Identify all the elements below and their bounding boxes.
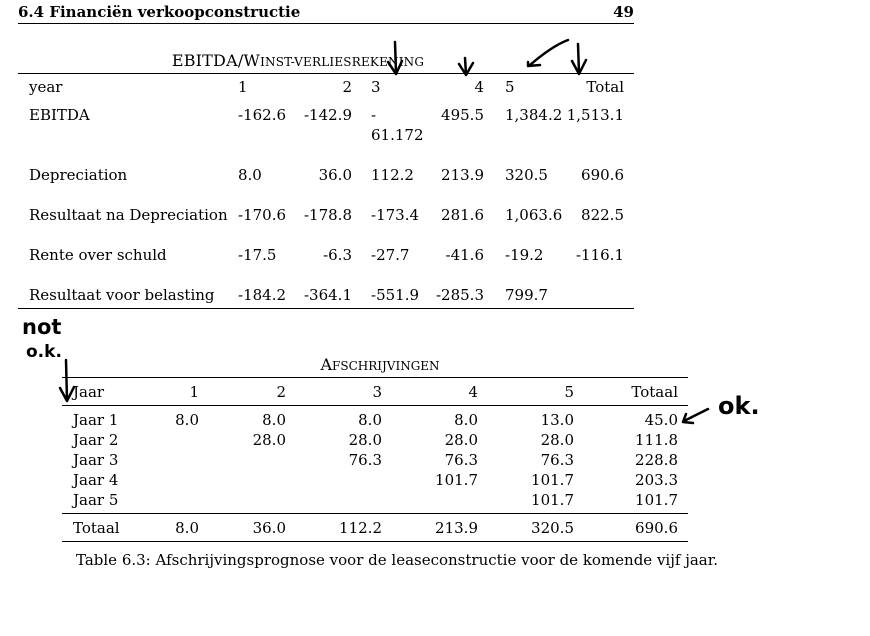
table2-header-3: 3 [372,383,382,401]
table1-cell: 1,513.1 [566,106,624,124]
table1-cell: 799.7 [505,286,548,304]
arrow-to-total-ok [683,409,708,423]
table2-cell: 76.3 [540,451,574,469]
table1-cell: -41.6 [445,246,484,264]
table2-header-6: Totaal [631,383,678,401]
table1-cell: -178.8 [303,206,352,224]
table2-cell: 111.8 [635,431,678,449]
table1-cell: 320.5 [505,166,548,184]
table1-cell: -19.2 [505,246,544,264]
table2-cell: 45.0 [644,411,678,429]
table2-cell: 28.0 [252,431,286,449]
table1-cell: -173.4 [371,206,420,224]
table2-row-label: Jaar 4 [73,471,119,489]
table1-cell: 495.5 [441,106,484,124]
table1-cell: 112.2 [371,166,414,184]
table1-cell: -364.1 [303,286,352,304]
table1-cell-wrap: 61.172 [371,126,424,144]
table2-row-label: Jaar 1 [73,411,119,429]
table2-total-label: Totaal [73,519,120,537]
table2-cell: 203.3 [635,471,678,489]
table2-cell: 101.7 [531,471,574,489]
table2-header-5: 5 [564,383,574,401]
arrow-down-total [572,44,586,74]
table2-row-label: Jaar 3 [73,451,119,469]
table2-cell: 8.0 [262,411,286,429]
table1-cell: -285.3 [435,286,484,304]
table1-cell: -551.9 [371,286,420,304]
arrow-diagonal-col5 [528,40,568,66]
table2-cell: 8.0 [175,411,199,429]
table2-cell: 8.0 [454,411,478,429]
table2-header-1: 1 [189,383,199,401]
table1-row-label: Depreciation [29,166,128,184]
table-caption: Table 6.3: Afschrijvingsprognose voor de leaseconstructie voor de komende vijf jaar. [76,551,719,569]
table1-header-1: 1 [238,78,248,96]
table1-header-6: Total [586,78,624,96]
table1-cell: 8.0 [238,166,262,184]
table1-cell: -116.1 [575,246,624,264]
table1-header-2: 2 [342,78,352,96]
table1-row-label: Resultaat voor belasting [29,286,215,304]
table1-header-4: 4 [474,78,484,96]
table2-cell: 28.0 [348,431,382,449]
table1-cell: -170.6 [238,206,287,224]
table1-title-first: EBITDA/W [171,51,261,70]
table1-cell: 213.9 [441,166,484,184]
ink-strokes [60,40,708,423]
page-number: 49 [613,3,634,21]
table2-total-cell: 320.5 [531,519,574,537]
table1-title-smallcaps: INST-VERLIESREKENING [260,55,425,69]
table2-cell: 28.0 [540,431,574,449]
note-ok-right: ok. [718,392,760,420]
table1-cell: -162.6 [238,106,287,124]
note-ok-left: o.k. [26,342,62,362]
arrow-down-col4 [459,58,473,75]
table1-row-label: EBITDA [29,106,90,124]
table1-cell: - [371,106,377,124]
table2-cell: 76.3 [348,451,382,469]
table1-cell: 36.0 [318,166,352,184]
table2-cell: 228.8 [635,451,678,469]
arrow-down-jaar [60,360,74,401]
table1-cell: 281.6 [441,206,484,224]
table2-cell: 8.0 [358,411,382,429]
table2-cell: 28.0 [444,431,478,449]
note-not: not [22,315,62,339]
table2-total-cell: 690.6 [635,519,678,537]
table2-row-label: Jaar 5 [73,491,119,509]
table1-row-label: Resultaat na Depreciation [29,206,228,224]
table2-total-cell: 8.0 [175,519,199,537]
table2-cell: 13.0 [540,411,574,429]
table2-header-0: Jaar [73,383,105,401]
table1-row-label: Rente over schuld [29,246,167,264]
table2-cell: 76.3 [444,451,478,469]
arrow-down-col3 [388,42,402,74]
table1-cell: -17.5 [238,246,277,264]
table1-header-0: year [29,78,63,96]
table2-total-cell: 36.0 [252,519,286,537]
table1-cell: -6.3 [323,246,352,264]
table2-cell: 101.7 [635,491,678,509]
table1-cell: 822.5 [581,206,624,224]
table2-title-smallcaps: FSCHRIJVINGEN [332,359,440,373]
table1-cell: -142.9 [303,106,352,124]
table1-cell: 1,063.6 [505,206,563,224]
table2-cell: 101.7 [435,471,478,489]
table2-cell: 101.7 [531,491,574,509]
section-title: 6.4 Financiën verkoopconstructie [18,3,301,21]
table2-header-2: 2 [276,383,286,401]
table1-cell: -27.7 [371,246,410,264]
table2-total-cell: 213.9 [435,519,478,537]
table1-cell: 1,384.2 [505,106,563,124]
table2-total-cell: 112.2 [339,519,382,537]
table2-title-first: A [320,355,333,374]
table1-header-5: 5 [505,78,515,96]
table1-header-3: 3 [371,78,381,96]
table1-cell: -184.2 [238,286,287,304]
table1-cell: 690.6 [581,166,624,184]
table2-row-label: Jaar 2 [73,431,119,449]
table2-header-4: 4 [468,383,478,401]
